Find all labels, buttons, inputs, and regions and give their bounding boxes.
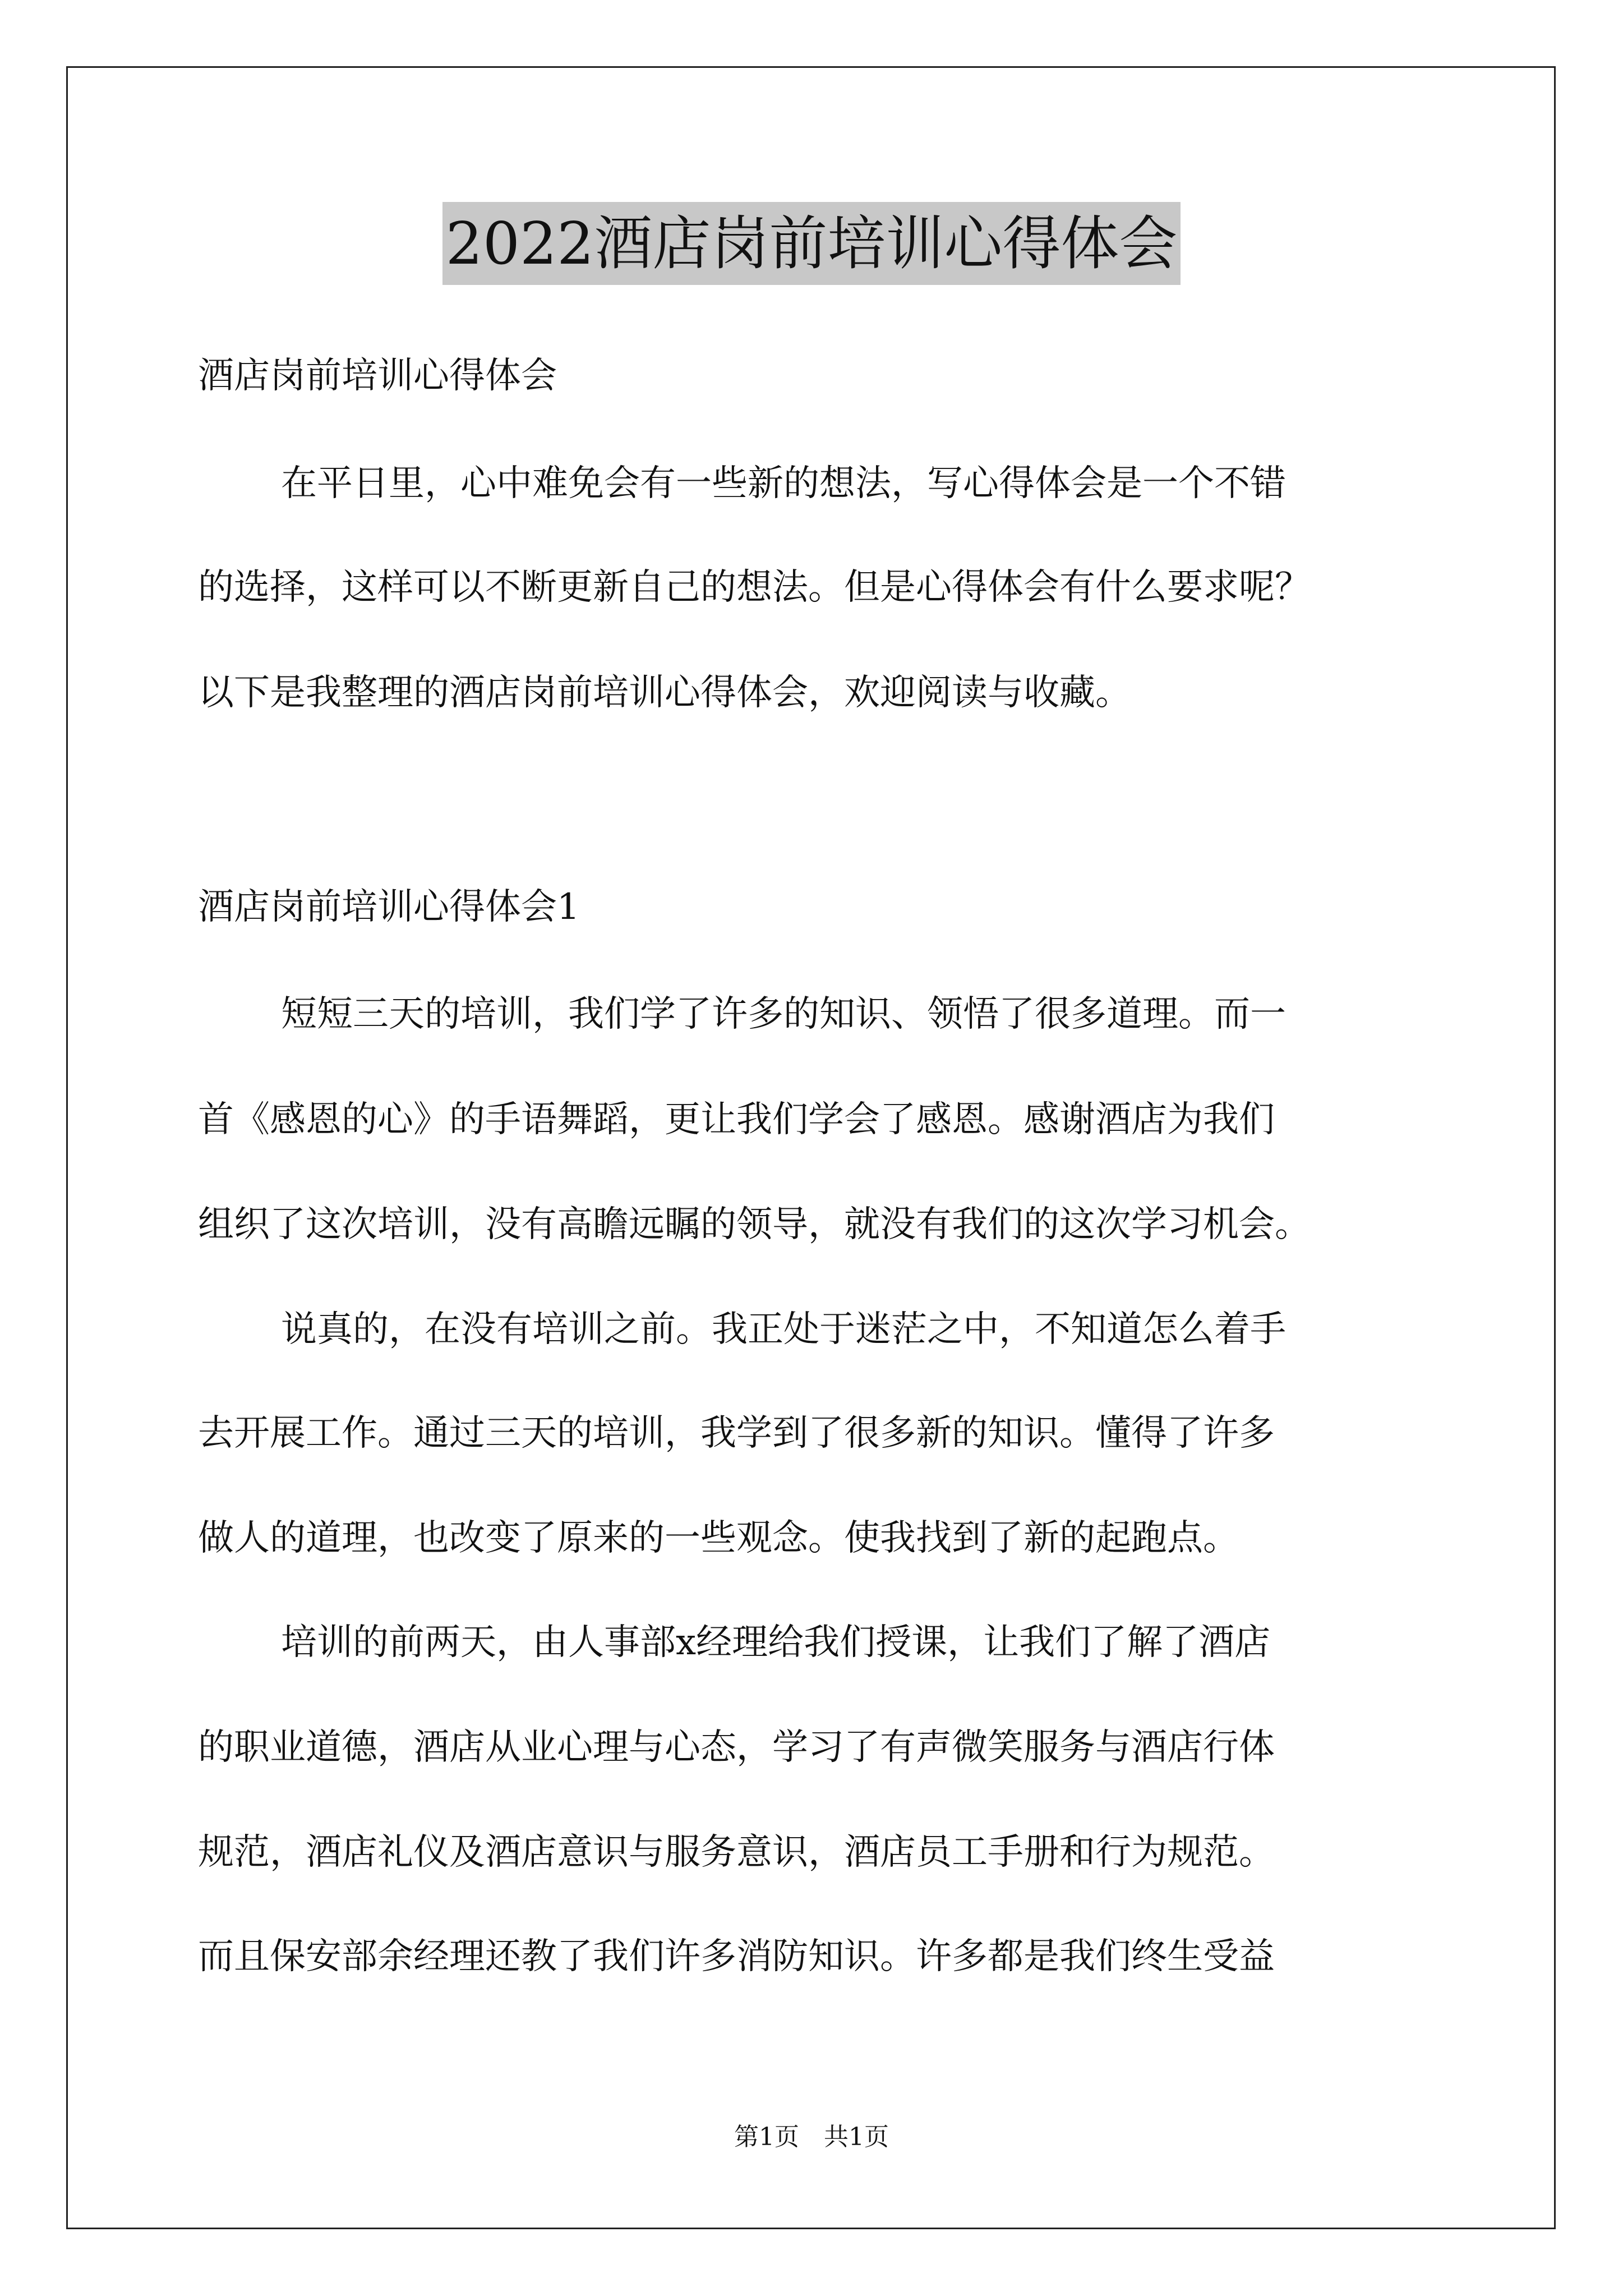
- title-container: [0, 202, 1623, 285]
- paragraph-line: 规范，酒店礼仪及酒店意识与服务意识，酒店员工手册和行为规范。: [198, 1832, 1275, 1873]
- section-heading: 酒店岗前培训心得体会: [198, 355, 557, 397]
- page-footer: 第1页 共1页: [734, 2123, 889, 2151]
- paragraph-line: 组织了这次培训，没有高瞻远瞩的领导，就没有我们的这次学习机会。: [198, 1204, 1311, 1245]
- paragraph-line: 的职业道德，酒店从业心理与心态，学习了有声微笑服务与酒店行体: [198, 1727, 1275, 1768]
- paragraph-line: 首《感恩的心》的手语舞蹈，更让我们学会了感恩。感谢酒店为我们: [198, 1099, 1275, 1140]
- paragraph-line: 而且保安部余经理还教了我们许多消防知识。许多都是我们终生受益: [198, 1936, 1275, 1977]
- document-title: 2022酒店岗前培训心得体会: [442, 202, 1181, 285]
- paragraph-line: 在平日里，心中难免会有一些新的想法，写心得体会是一个不错: [281, 463, 1286, 504]
- paragraph-line: 说真的，在没有培训之前。我正处于迷茫之中，不知道怎么着手: [281, 1309, 1286, 1350]
- paragraph-line: 以下是我整理的酒店岗前培训心得体会，欢迎阅读与收藏。: [198, 672, 1131, 714]
- paragraph-line: 短短三天的培训，我们学了许多的知识、领悟了很多道理。而一: [281, 993, 1286, 1035]
- paragraph-line: 培训的前两天，由人事部x经理给我们授课，让我们了解了酒店: [281, 1622, 1271, 1663]
- section-heading: 酒店岗前培训心得体会1: [198, 886, 580, 928]
- paragraph-line: 去开展工作。通过三天的培训，我学到了很多新的知识。懂得了许多: [198, 1412, 1275, 1454]
- paragraph-line: 做人的道理，也改变了原来的一些观念。使我找到了新的起跑点。: [198, 1517, 1239, 1559]
- paragraph-line: 的选择，这样可以不断更新自己的想法。但是心得体会有什么要求呢？: [198, 567, 1311, 608]
